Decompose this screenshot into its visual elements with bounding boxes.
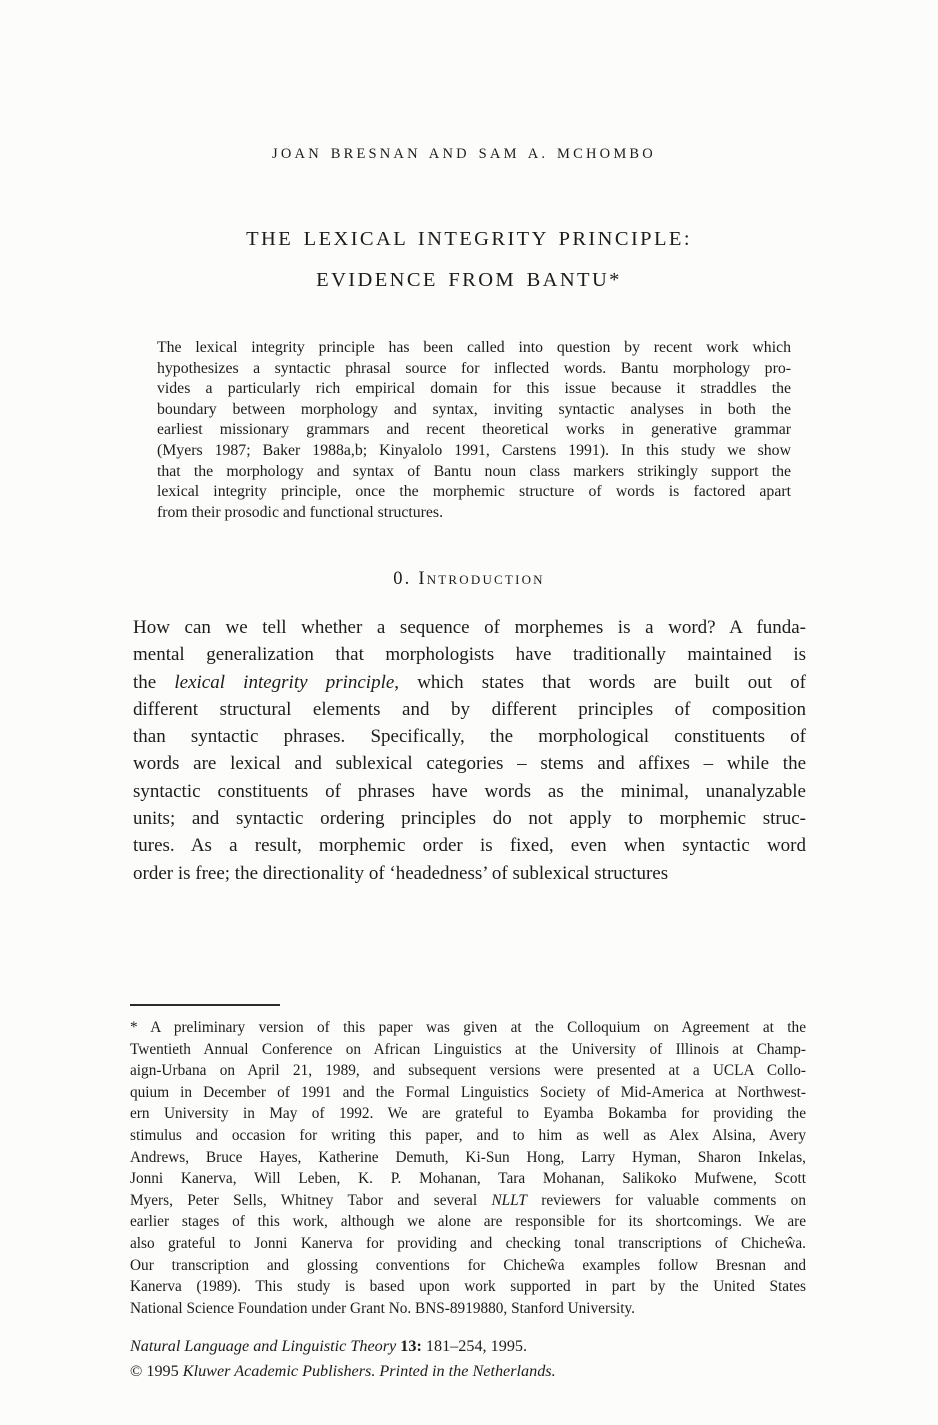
text-segment: vides a particularly rich empirical domain for this issue because it straddles the (157, 380, 791, 398)
running-head-authors: JOAN BRESNAN AND SAM A. MCHOMBO (272, 146, 656, 162)
text-segment: The lexical integrity principle has been called into question by recent work which (157, 339, 791, 356)
text-segment: words are lexical and sublexical categories – stems and affixes – while the (133, 753, 806, 775)
text-segment: Kanerva (1989). This study is based upon work supported in part by the United States (130, 1278, 806, 1296)
text-segment: tures. As a result, morphemic order is fixed, even when syntactic word (133, 835, 806, 857)
text-segment: syntactic constituents of phrases have words as the minimal, unanalyzable (133, 780, 806, 802)
text-segment: 13: (400, 1337, 422, 1355)
text-line (130, 1125, 806, 1147)
text-segment: © 1995 (130, 1361, 183, 1380)
abstract-paragraph (157, 338, 791, 523)
text-line (130, 1359, 820, 1384)
text-segment: How can we tell whether a sequence of morphemes is a word? A funda- (133, 617, 806, 638)
journal-footer (130, 1334, 820, 1383)
text-segment: lexical integrity principle (174, 671, 395, 693)
text-line (130, 1147, 806, 1169)
text-line (133, 805, 806, 832)
text-line (130, 1334, 820, 1359)
text-segment: , which states that words are built out of (394, 671, 806, 693)
text-segment: different structural elements and by different principles of composition (133, 698, 806, 720)
section-number: 0. (393, 569, 412, 589)
text-segment: National Science Foundation under Grant No. BNS-8919880, Stanford University. (130, 1299, 635, 1317)
text-segment: ern University in May of 1992. We are grateful to Eyamba Bokamba for providing the (130, 1105, 806, 1123)
text-line (130, 1082, 806, 1104)
text-segment: lexical integrity principle, once the morphemic structure of words is factored apart (157, 483, 791, 501)
text-line (157, 441, 791, 462)
text-line (133, 696, 806, 723)
text-line (157, 400, 791, 421)
text-line (133, 641, 806, 668)
text-line (130, 1168, 806, 1190)
text-line (133, 778, 806, 805)
introduction-paragraph (133, 614, 806, 887)
text-segment: boundary between morphology and syntax, inviting syntactic analyses in both the (157, 400, 791, 418)
text-line (133, 723, 806, 750)
text-line (133, 614, 806, 641)
text-segment: reviewers for valuable comments on (526, 1191, 806, 1209)
text-segment: Our transcription and glossing conventions for Chicheŵa examples follow Bresnan and (130, 1256, 806, 1274)
text-segment: earlier stages of this work, although we alone are responsible for its shortcomings. We are (130, 1213, 806, 1231)
footnote-separator-rule (130, 1004, 280, 1006)
text-line (130, 1060, 806, 1082)
text-segment: Myers, Peter Sells, Whitney Tabor and several (130, 1191, 492, 1209)
section-heading-introduction (0, 569, 938, 590)
text-line (130, 1039, 806, 1061)
text-line (130, 1103, 806, 1125)
text-line (157, 482, 791, 503)
text-line (130, 1255, 806, 1277)
text-segment: order is free; the directionality of ‘headedness’ of sublexical structures (133, 862, 669, 884)
paper-title-line-2: EVIDENCE FROM BANTU* (316, 268, 622, 291)
text-segment: than syntactic phrases. Specifically, the morphological constituents of (133, 726, 806, 748)
text-line (133, 750, 806, 777)
text-segment: that the morphology and syntax of Bantu noun class markers strikingly support the (157, 462, 791, 480)
text-segment: units; and syntactic ordering principles do not apply to morphemic struc- (133, 808, 806, 830)
text-line (133, 832, 806, 859)
text-segment: Natural Language and Linguistic Theory (130, 1337, 401, 1355)
text-segment: earliest missionary grammars and recent theoretical works in generative grammar (157, 421, 791, 439)
text-line (130, 1276, 806, 1298)
footnote-acknowledgments (130, 1017, 806, 1319)
text-line (133, 860, 806, 887)
text-line (130, 1017, 806, 1039)
text-line (157, 503, 791, 524)
text-line (130, 1190, 806, 1212)
text-segment: also grateful to Jonni Kanerva for providing and checking tonal transcriptions of Chicheŵa. (130, 1234, 806, 1252)
text-segment: NLLT (491, 1191, 527, 1209)
text-segment: 181–254, 1995. (421, 1337, 528, 1355)
text-line (130, 1211, 806, 1233)
text-segment: (Myers 1987; Baker 1988a,b; Kinyalolo 1991, Carstens 1991). In this study we show (157, 441, 791, 459)
text-line (157, 359, 791, 380)
text-segment: hypothesizes a syntactic phrasal source for inflected words. Bantu morphology pro- (157, 359, 791, 377)
text-line (157, 462, 791, 483)
text-segment: * A preliminary version of this paper was given at the Colloquium on Agreement at the (130, 1019, 806, 1036)
paper-title (0, 219, 938, 300)
text-line (157, 420, 791, 441)
text-segment: quium in December of 1991 and the Formal Linguistics Society of Mid-America at Northwest- (130, 1083, 806, 1101)
text-line (130, 1298, 806, 1320)
text-segment: Jonni Kanerva, Will Leben, K. P. Mohanan, Tara Mohanan, Salikoko Mufwene, Scott (130, 1170, 806, 1188)
text-segment: from their prosodic and functional structures. (157, 503, 444, 521)
text-line (157, 379, 791, 400)
text-segment: the (133, 671, 175, 693)
paper-title-line-1: THE LEXICAL INTEGRITY PRINCIPLE: (246, 228, 692, 250)
text-line (157, 338, 791, 359)
text-segment: mental generalization that morphologists have traditionally maintained is (133, 644, 806, 666)
section-title: Introduction (418, 569, 545, 589)
text-segment: Kluwer Academic Publishers. Printed in the Netherlands. (182, 1361, 556, 1380)
text-segment: stimulus and occasion for writing this paper, and to him as well as Alex Alsina, Avery (130, 1126, 806, 1144)
text-line (133, 669, 806, 696)
text-segment: Andrews, Bruce Hayes, Katherine Demuth, Ki-Sun Hong, Larry Hyman, Sharon Inkelas, (130, 1148, 806, 1166)
text-segment: aign-Urbana on April 21, 1989, and subsequent versions were presented at a UCLA Collo- (130, 1062, 806, 1080)
text-line (130, 1233, 806, 1255)
text-segment: Twentieth Annual Conference on African Linguistics at the University of Illinois at Champ- (130, 1040, 806, 1058)
